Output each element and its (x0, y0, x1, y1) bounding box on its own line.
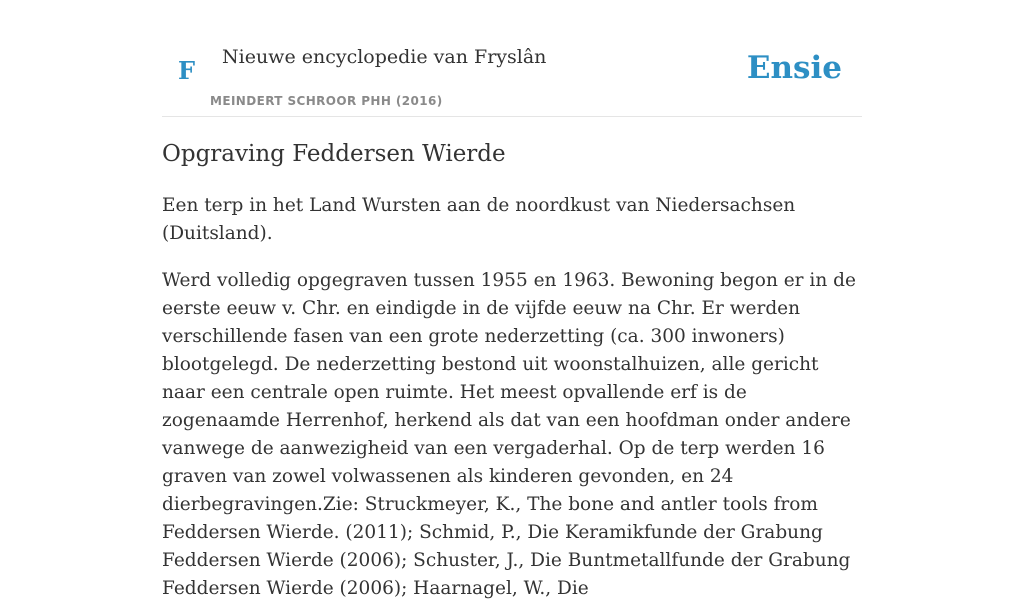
article-intro: Een terp in het Land Wursten aan de noordkust van Niedersachsen (Duitsland). (162, 195, 796, 244)
book-title[interactable]: Nieuwe encyclopedie van Fryslân (222, 46, 547, 68)
article-title: Opgraving Feddersen Wierde (162, 141, 506, 167)
encyclopedia-logo[interactable]: F (178, 56, 196, 85)
article-body: Werd volledig opgegraven tussen 1955 en 1963. Bewoning begon er in de eerste eeuw v. Chr. en eindigde in de vijfde eeuw na Chr. Er werden verschillende fasen van een grote nederzetting (ca. 300 inwoners) blootgelegd. De nederzetting bestond uit woonstalhuizen, alle gericht naar een centrale open ruimte. Het meest opvallende erf is de zogenaamde Herrenhof, herkend als dat van een hoofdman onder andere vanwege de aanwezigheid van een vergaderhal. Op de terp werden 16 graven van zowel volwassenen als kinderen gevonden, en 24 dierbegravingen.Zie: Struckmeyer, K., The bone and antler tools from Feddersen Wierde. (2011); Schmid, P., Die Keramikfunde der Grabung Feddersen Wierde (2006); Schuster, J., Die Buntmetallfunde der Grabung Feddersen Wierde (2006); Haarnagel, W., Die (162, 270, 856, 599)
header (162, 0, 862, 117)
article (162, 138, 862, 603)
author-credit: MEINDERT SCHROOR PHH (2016) (210, 94, 443, 108)
ensie-logo[interactable]: Ensie (746, 50, 842, 86)
